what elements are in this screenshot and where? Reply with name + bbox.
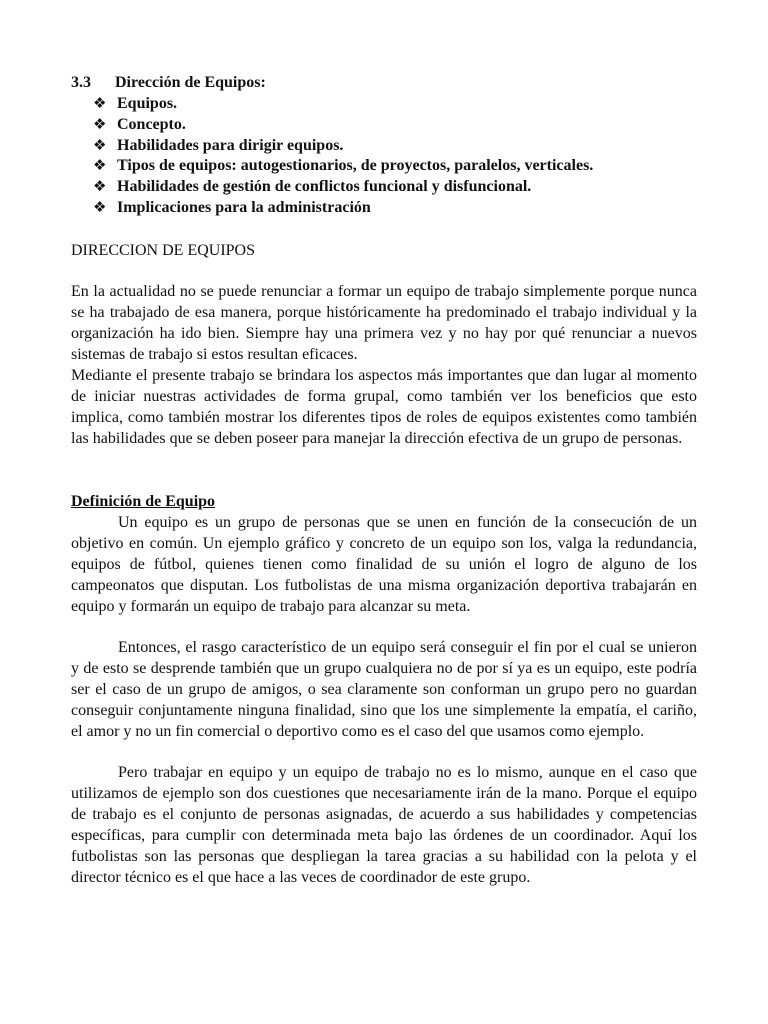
topic-list (71, 93, 697, 218)
intro-title: DIRECCION DE EQUIPOS (71, 241, 255, 259)
diamond-bullet-icon: ❖ (93, 114, 107, 133)
topic-item (93, 135, 697, 156)
section-number: 3.3 (71, 74, 91, 91)
section-title: Dirección de Equipos: (115, 74, 266, 91)
diamond-bullet-icon: ❖ (93, 94, 107, 112)
paragraph-spacer (71, 742, 697, 762)
definition-paragraph: Un equipo es un grupo de personas que se unen en función de la consecución de un objetivo en común. Un ejemplo gráfico y concreto de un equipo son los, valga la redundancia, equipos de fútbol, quienes tienen como finalidad de su unión el logro de alguno de los campeonatos que disputan. Los futbolistas de una misma organización deportiva trabajarán en equipo y formarán un equipo de trabajo para alcanzar su meta. (71, 513, 697, 615)
topic-item (93, 197, 697, 218)
topic-label: Habilidades de gestión de conflictos funcional y disfuncional. (117, 178, 532, 196)
diamond-bullet-icon: ❖ (93, 135, 107, 154)
topic-label: Implicaciones para la administración (117, 198, 371, 216)
document-page (71, 72, 697, 888)
diamond-bullet-icon: ❖ (93, 156, 107, 175)
definition-paragraph: Pero trabajar en equipo y un equipo de trabajo no es lo mismo, aunque en el caso que utilizamos de ejemplo son dos cuestiones que necesariamente irán de la mano. Porque el equipo de trabajo es el conjunto de personas asignadas, de acuerdo a sus habilidades y competencias específicas, para cumplir con determinada meta bajo las órdenes de un coordinador. Aquí los futbolistas son las personas que despliegan la tarea gracias a su habilidad con la pelota y el director técnico es el que hace a las veces de coordinador de este grupo. (71, 763, 697, 886)
diamond-bullet-icon: ❖ (93, 177, 107, 196)
topic-item (93, 176, 697, 197)
section-heading (71, 72, 697, 93)
topic-label: Habilidades para dirigir equipos. (117, 136, 344, 154)
topic-label: Tipos de equipos: autogestionarios, de proyectos, paralelos, verticales. (117, 157, 594, 175)
topic-item (93, 155, 697, 176)
definition-paragraph: Entonces, el rasgo característico de un equipo será conseguir el fin por el cual se unieron y de esto se desprende también que un grupo cualquiera no de por sí ya es un equipo, este podría ser el caso de un grupo de amigos, o sea claramente son conforman un grupo pero no guardan conseguir conjuntamente ninguna finalidad, sino que los une simplemente la empatía, el cariño, el amor y no un fin comercial o deportivo como es el caso del que usamos como ejemplo. (71, 638, 697, 740)
topic-label: Concepto. (117, 115, 186, 133)
topic-label: Equipos. (117, 95, 178, 112)
topic-item (93, 114, 697, 135)
diamond-bullet-icon: ❖ (93, 197, 107, 216)
paragraph-spacer (71, 617, 697, 637)
intro-paragraph: Mediante el presente trabajo se brindara los aspectos más importantes que dan lugar al momento de iniciar nuestras actividades de forma grupal, como también ver los beneficios que esto implica, como también mostrar los diferentes tipos de roles de equipos existentes como también las habilidades que se deben poseer para manejar la dirección efectiva de un grupo de personas. (71, 366, 697, 447)
definition-title: Definición de Equipo (71, 492, 216, 510)
topic-item (93, 93, 697, 114)
intro-paragraph: En la actualidad no se puede renunciar a formar un equipo de trabajo simplemente porque nunca se ha trabajado de esa manera, porque históricamente ha predominado el trabajo individual y la organización ha ido bien. Siempre hay una primera vez y no hay por qué renunciar a nuevos sistemas de trabajo si estos resultan eficaces. (71, 282, 697, 363)
